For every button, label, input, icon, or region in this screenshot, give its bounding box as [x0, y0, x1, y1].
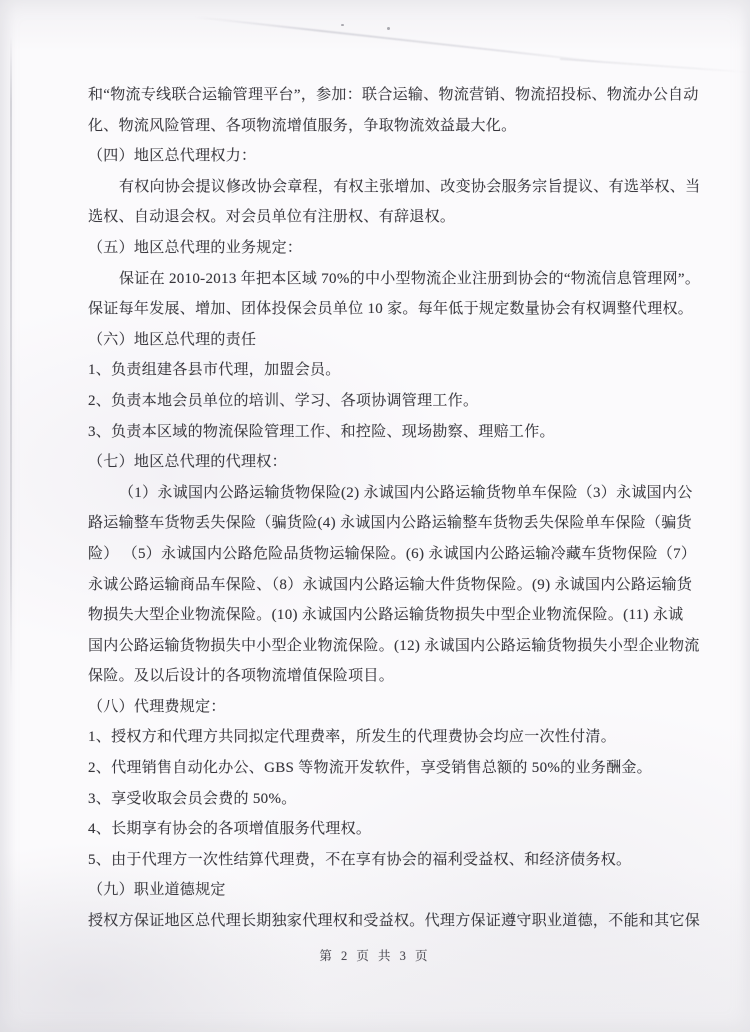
text-line: 有权向协会提议修改协会章程，有权主张增加、改变协会服务宗旨提议、有选举权、当: [119, 178, 701, 195]
text-line: 保证每年发展、增加、团体投保会员单位 10 家。每年低于规定数量协会有权调整代理权。: [88, 301, 694, 318]
document-body: [88, 80, 716, 937]
text-line: 1、授权方和代理方共同拟定代理费率，所发生的代理费协会均应一次性付清。: [88, 729, 617, 746]
text-line: 和“物流专线联合运输管理平台”，参加：联合运输、物流营销、物流招投标、物流办公自动: [88, 87, 699, 103]
scan-speck: [341, 24, 344, 26]
text-line: 授权方保证地区总代理长期独家代理权和受益权。代理方保证遵守职业道德，不能和其它保: [88, 913, 701, 930]
text-line: （四）地区总代理权力：: [88, 148, 257, 165]
scan-speck: [387, 27, 390, 30]
text-line: 化、物流风险管理、各项物流增值服务，争取物流效益最大化。: [88, 117, 517, 134]
text-line: 保险。及以后设计的各项物流增值保险项目。: [88, 668, 395, 685]
text-line: （七）地区总代理的代理权：: [88, 454, 287, 471]
text-line: （五）地区总代理的业务规定：: [88, 239, 303, 256]
paper-crease: [195, 16, 613, 64]
text-line: 2、负责本地会员单位的培训、学习、各项协调管理工作。: [88, 392, 479, 409]
text-line: （六）地区总代理的责任: [88, 331, 257, 348]
text-line: 3、负责本区域的物流保险管理工作、和控险、现场勘察、理赔工作。: [88, 423, 555, 440]
text-line: 保证在 2010-2013 年把本区域 70%的中小型物流企业注册到协会的“物流信息管理网”。: [119, 270, 701, 287]
text-line: 4、长期享有协会的各项增值服务代理权。: [88, 821, 372, 838]
text-line: （九）职业道德规定: [88, 882, 226, 899]
text-line: 物损失大型企业物流保险。(10) 永诚国内公路运输货物损失中型企业物流保险。(11) 永诚: [88, 607, 684, 624]
text-line: 3、享受收取会员会费的 50%。: [88, 790, 297, 807]
text-line: 1、负责组建各县市代理，加盟会员。: [88, 362, 341, 379]
text-line: 永诚公路运输商品车保险、（8）永诚国内公路运输大件货物保险。(9) 永诚国内公路运输货: [88, 576, 693, 593]
text-line: 5、由于代理方一次性结算代理费，不在享有协会的福利受益权、和经济债务权。: [88, 851, 632, 868]
text-line: 险） （5）永诚国内公路危险品货物运输保险。(6) 永诚国内公路运输冷藏车货物保险（7）: [88, 545, 697, 562]
text-line: 国内公路运输货物损失中小型企业物流保险。(12) 永诚国内公路运输货物损失小型企业物流: [88, 637, 700, 654]
text-line: 路运输整车货物丢失保险（骗货险(4) 永诚国内公路运输整车货物丢失保险单车保险（骗货: [88, 515, 692, 532]
paper-edge-line: [10, 36, 12, 696]
text-line: （八）代理费规定：: [88, 698, 226, 715]
paper-crease: [560, 58, 750, 73]
text-line: 2、代理销售自动化办公、GBS 等物流开发软件，享受销售总额的 50%的业务酬金。: [88, 760, 652, 777]
text-line: 选权、自动退会权。对会员单位有注册权、有辞退权。: [88, 209, 456, 226]
page-number: 第 2 页 共 3 页: [319, 949, 431, 963]
text-line: （1）永诚国内公路运输货物保险(2) 永诚国内公路运输货物单车保险（3）永诚国内公: [119, 484, 693, 501]
